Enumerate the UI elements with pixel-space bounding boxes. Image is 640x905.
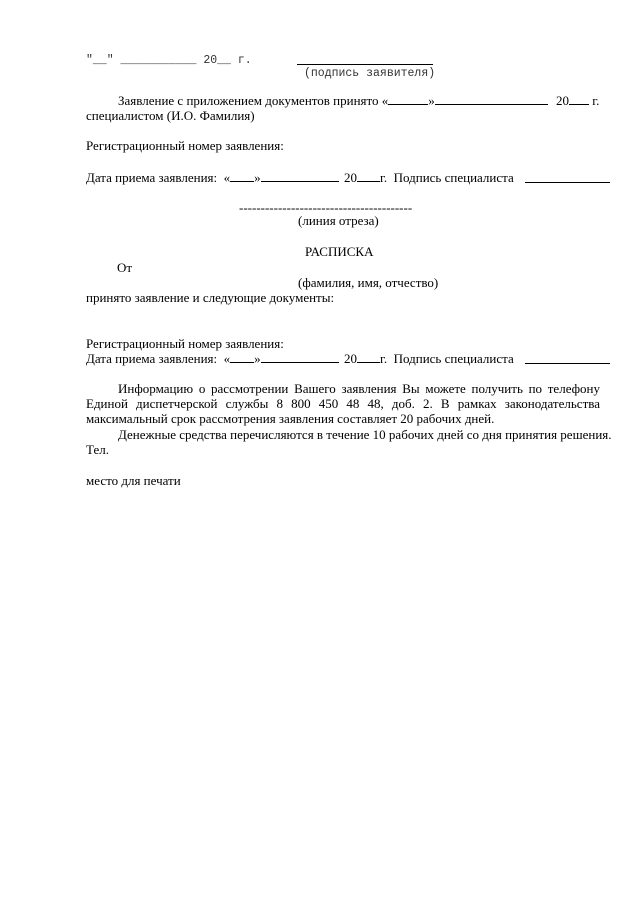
year-prefix: 20 <box>344 170 357 185</box>
month-blank <box>261 350 339 363</box>
year-blank <box>357 169 380 182</box>
accepted-prefix: Заявление с приложением документов принято « <box>118 93 389 108</box>
year-prefix: 20 <box>344 351 357 366</box>
year-blank <box>357 350 380 363</box>
month-blank <box>435 92 548 105</box>
stamp-place: место для печати <box>86 473 181 488</box>
receipt-date-row-2 <box>86 350 339 366</box>
info-line-2: Единой диспетчерской службы 8 800 450 48 48, доб. 2. В рамках законодательства <box>86 396 600 411</box>
from-label: От <box>117 260 133 275</box>
accepted-docs-line: принято заявление и следующие документы: <box>86 290 335 305</box>
receipt-year <box>344 169 514 185</box>
acceptance-year <box>556 92 599 108</box>
quote-close: » <box>254 351 261 366</box>
specialist-signature-label: Подпись специалиста <box>393 170 514 185</box>
specialist-signature-line <box>525 182 610 183</box>
quote-close: » <box>254 170 261 185</box>
receipt-date-label: Дата приема заявления: <box>86 170 218 185</box>
cut-line: ---------------------------------------- <box>239 200 413 215</box>
year-prefix: 20 <box>556 93 569 108</box>
acceptance-line <box>118 92 548 108</box>
receipt-title: РАСПИСКА <box>305 244 374 259</box>
date-line: "__" ___________ 20__ г. <box>86 54 252 67</box>
name-caption: (фамилия, имя, отчество) <box>298 275 439 290</box>
specialist-signature-label: Подпись специалиста <box>393 351 514 366</box>
signature-caption: (подпись заявителя) <box>304 67 436 80</box>
year-suffix: г. <box>380 351 388 366</box>
info-line-3: максимальный срок рассмотрения заявления составляет 20 рабочих дней. <box>86 411 495 426</box>
month-blank <box>261 169 339 182</box>
quote-close: » <box>428 93 435 108</box>
day-blank <box>388 92 428 105</box>
funds-line: Денежные средства перечисляются в течение 10 рабочих дней со дня принятия решения. <box>118 427 612 442</box>
receipt-year-2 <box>344 350 514 366</box>
info-line-1: Информацию о рассмотрении Вашего заявления Вы можете получить по телефону <box>118 381 600 396</box>
quote-open: « <box>223 351 231 366</box>
year-suffix: г. <box>592 93 600 108</box>
phone-label: Тел. <box>86 442 109 457</box>
receipt-date-label: Дата приема заявления: <box>86 351 218 366</box>
registration-number-label: Регистрационный номер заявления: <box>86 138 284 153</box>
registration-number-label-2: Регистрационный номер заявления: <box>86 336 284 351</box>
specialist-signature-line-2 <box>525 363 610 364</box>
cut-caption: (линия отреза) <box>298 213 379 228</box>
applicant-signature-line <box>297 64 433 65</box>
specialist-line: специалистом (И.О. Фамилия) <box>86 108 255 123</box>
quote-open: « <box>223 170 231 185</box>
year-blank <box>569 92 589 105</box>
day-blank <box>230 350 254 363</box>
day-blank <box>230 169 254 182</box>
receipt-date-row <box>86 169 339 185</box>
year-suffix: г. <box>380 170 388 185</box>
